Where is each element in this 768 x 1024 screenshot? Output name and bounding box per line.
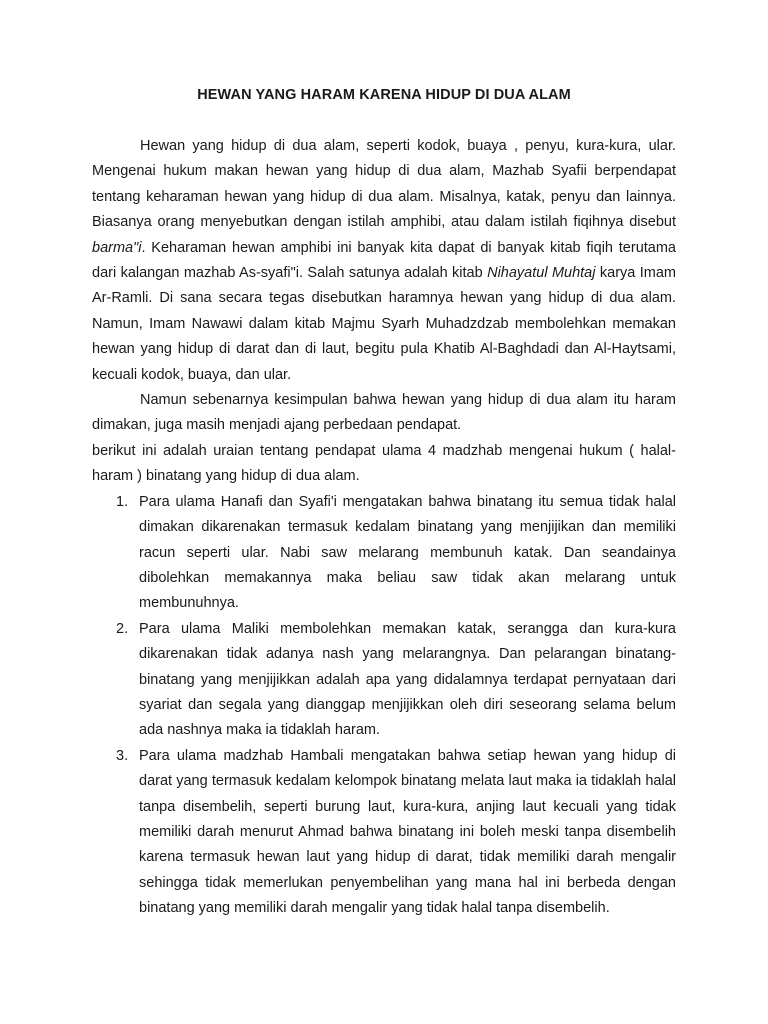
list-item-number: 2. bbox=[116, 620, 129, 637]
list-item-text: Para ulama Hanafi dan Syafi'i mengatakan bahwa binatang itu semua tidak halal dimakan dikarenakan termasuk kedalam binatang yang menjijikan dan memiliki racun seperti ular. Nabi saw melarang membunuh katak. Dan seandainya dibolehkan memakannya maka beliau saw tidak akan melarang untuk membunuhnya. bbox=[139, 493, 676, 612]
madzhab-opinion-list bbox=[92, 490, 676, 922]
paragraph-intro bbox=[92, 134, 676, 388]
list-item-number: 3. bbox=[116, 747, 129, 764]
list-item bbox=[92, 490, 676, 617]
paragraph-conclusion: Namun sebenarnya kesimpulan bahwa hewan yang hidup di dua alam itu haram dimakan, juga masih menjadi ajang perbedaan pendapat. bbox=[92, 392, 676, 434]
list-item-text: Para ulama madzhab Hambali mengatakan bahwa setiap hewan yang hidup di darat yang termasuk kedalam kelompok binatang melata laut maka ia tidaklah halal tanpa disembelih, seperti burung laut, kura-kura, anjing laut kecuali yang tidak memiliki darah menurut Ahmad bahwa binatang ini boleh meski tanpa disembelih karena termasuk hewan laut yang hidup di darat, tidak memiliki darah mengalir sehingga tidak memerlukan penyembelihan yang mana hal ini berbeda dengan binatang yang memiliki darah mengalir yang tidak halal tanpa disembelih. bbox=[139, 747, 676, 917]
paragraph-intro-part2: . Keharaman hewan amphibi ini banyak kita dapat di banyak kitab fiqih terutama dari kalangan mazhab As-syafi"i. Salah satunya adalah kitab bbox=[92, 239, 676, 282]
term-barmai: barma"i bbox=[92, 239, 142, 256]
list-item bbox=[92, 617, 676, 744]
paragraph-list-intro: berikut ini adalah uraian tentang pendapat ulama 4 madzhab mengenai hukum ( halal-haram ) binatang yang hidup di dua alam. bbox=[92, 442, 676, 485]
paragraph-intro-part3: karya Imam Ar-Ramli. Di sana secara tegas disebutkan haramnya hewan yang hidup di dua alam. Namun, Imam Nawawi dalam kitab Majmu Syarh Muhadzdzab membolehkan memakan hewan yang hidup di darat dan di laut, begitu pula Khatib Al-Baghdadi dan Al-Haytsami, kecuali kodok, buaya, dan ular. bbox=[92, 265, 677, 383]
list-item-text: Para ulama Maliki membolehkan memakan katak, serangga dan kura-kura dikarenakan tidak adanya nash yang melarangnya. Dan pelarangan binatang-binatang yang menjijikkan adalah apa yang didalamnya terdapat pernyataan dari syariat dan segala yang dianggap menjijikkan oleh diri seseorang selama belum ada nashnya maka ia tidaklah haram. bbox=[139, 620, 676, 739]
document-body bbox=[92, 134, 676, 922]
paragraph-intro-part1: Hewan yang hidup di dua alam, seperti kodok, buaya , penyu, kura-kura, ular. Mengenai hukum makan hewan yang hidup di dua alam, Mazhab Syafii berpendapat tentang keharaman hewan yang hidup di dua alam. Misalnya, katak, penyu dan lainnya. Biasanya orang menyebutkan dengan istilah amphibi, atau dalam istilah fiqihnya disebut bbox=[92, 138, 676, 231]
list-item-number: 1. bbox=[116, 493, 129, 510]
book-title-nihayatul-muhtaj: Nihayatul Muhtaj bbox=[487, 265, 596, 282]
list-item bbox=[92, 744, 676, 922]
page-title: HEWAN YANG HARAM KARENA HIDUP DI DUA ALAM bbox=[197, 87, 571, 103]
